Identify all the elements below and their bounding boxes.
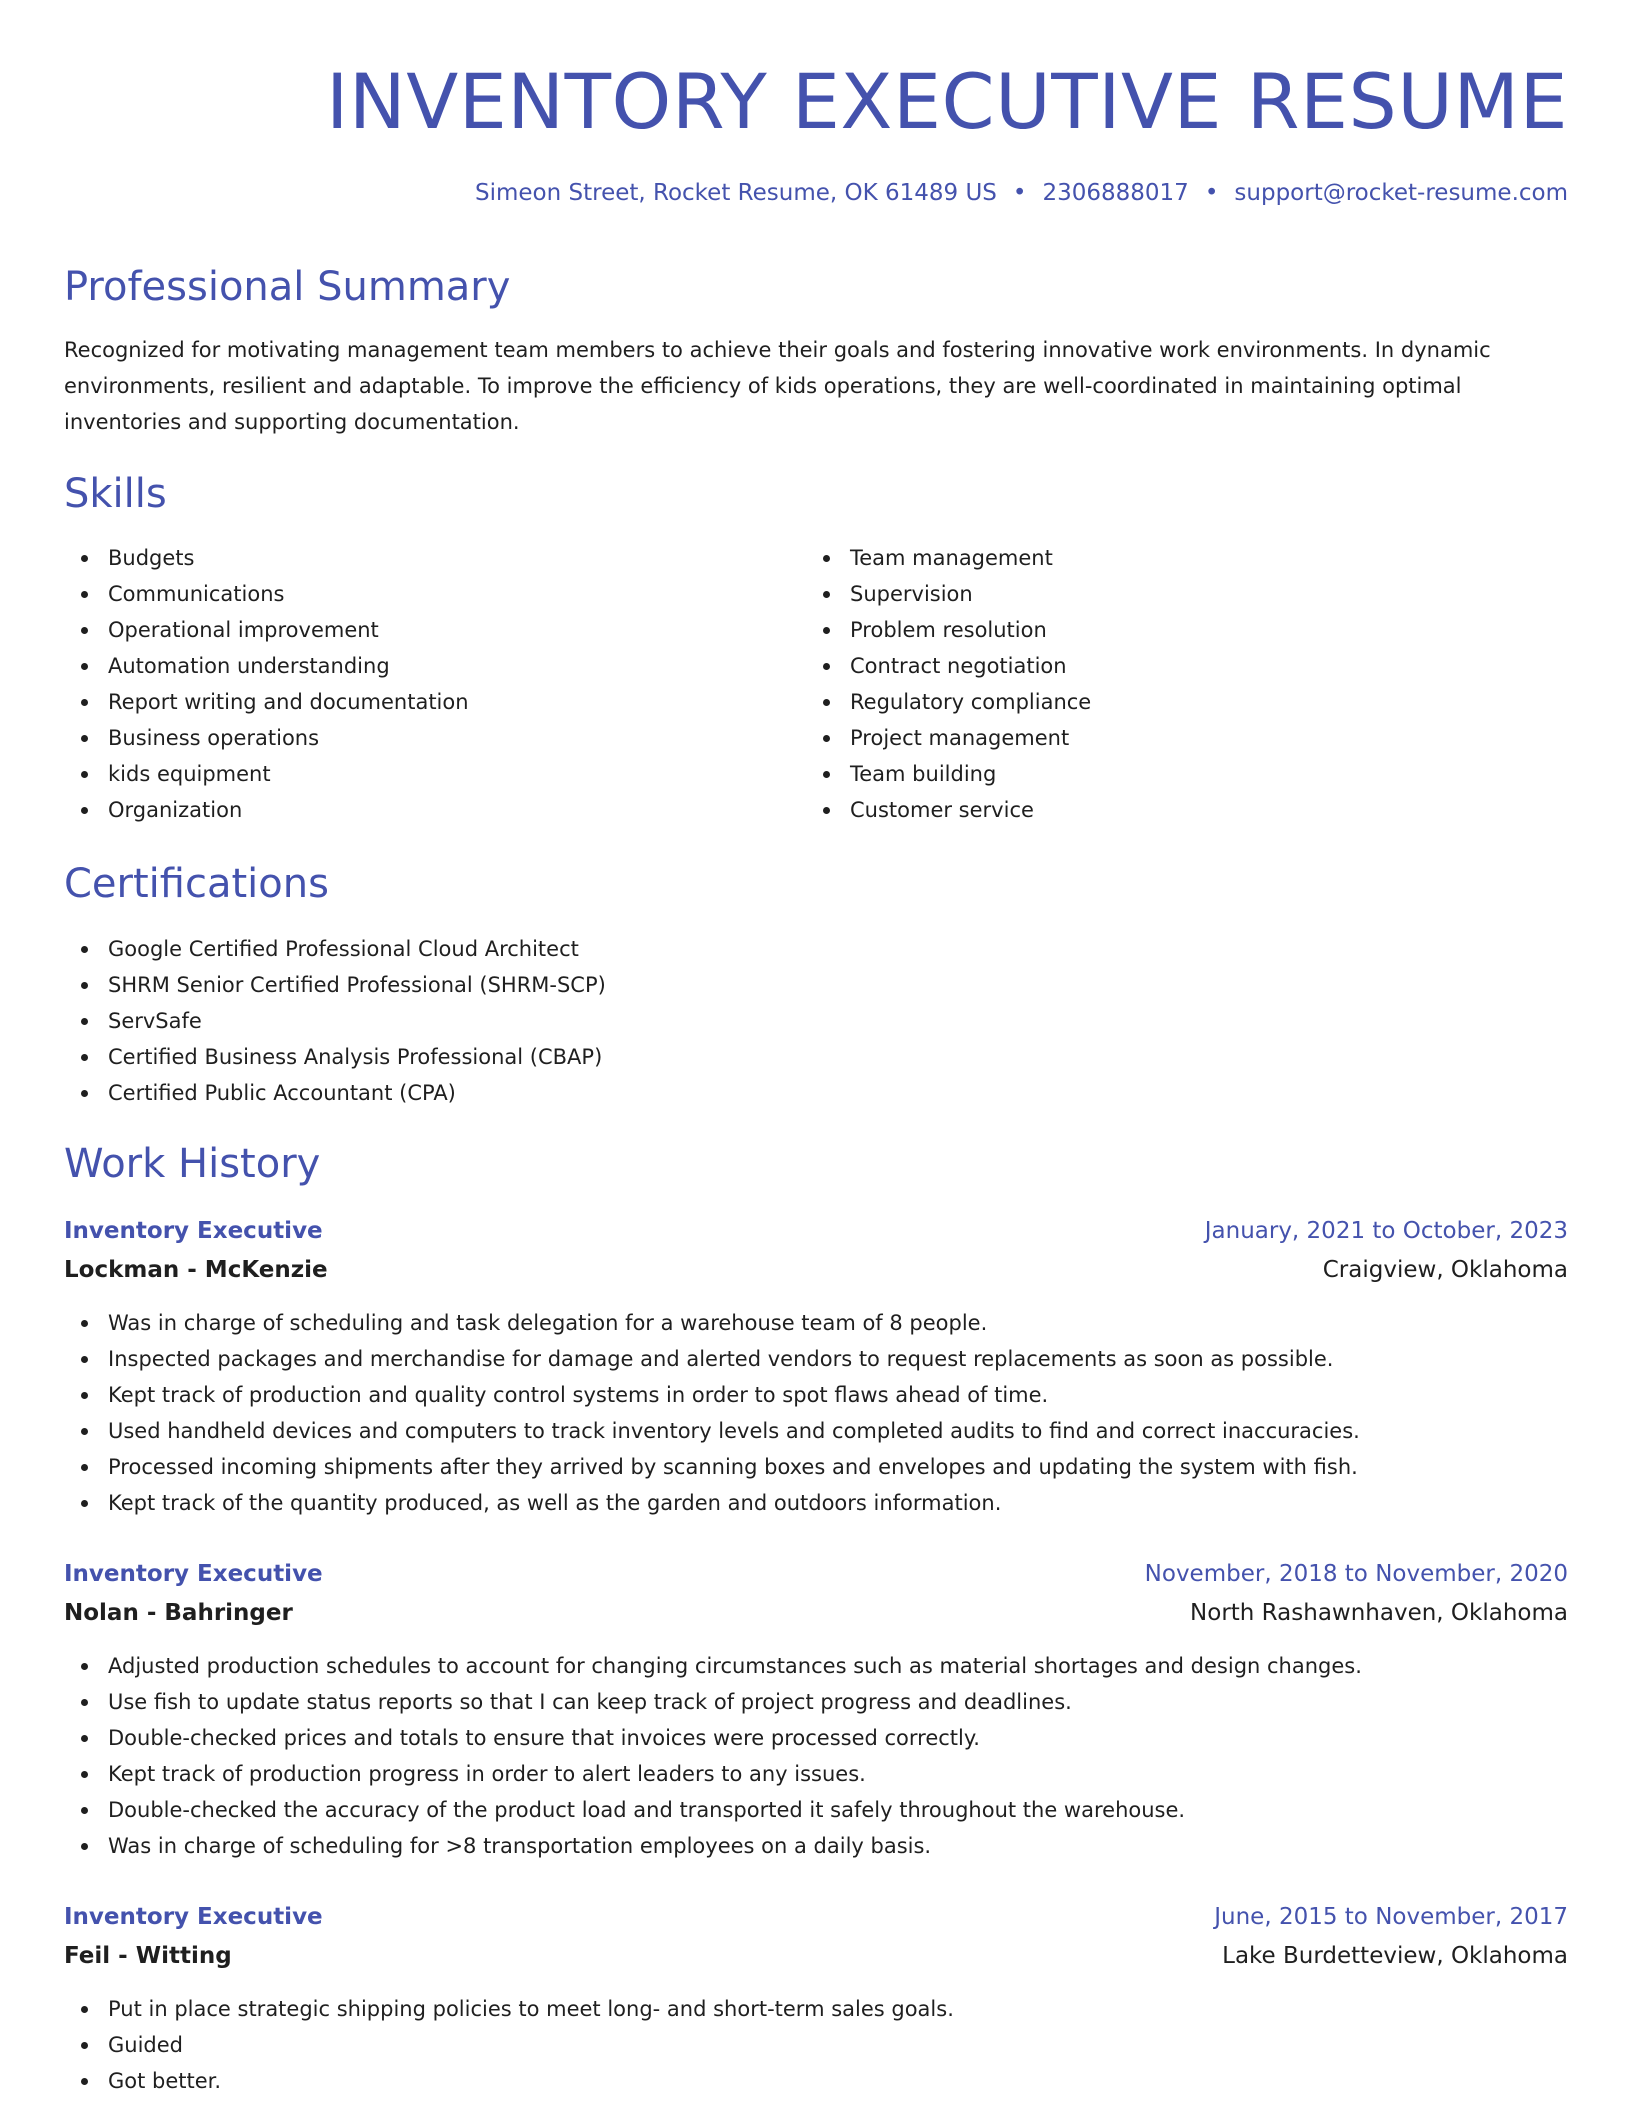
skill-item: Regulatory compliance bbox=[806, 684, 1546, 720]
skill-item: Problem resolution bbox=[806, 612, 1546, 648]
job-dates: November, 2018 to November, 2020 bbox=[1144, 1561, 1568, 1587]
skill-item: Automation understanding bbox=[64, 648, 804, 684]
job-bullet: Put in place strategic shipping policies to meet long- and short-term sales goals. bbox=[64, 1991, 1568, 2027]
skill-item: Team management bbox=[806, 540, 1546, 576]
skill-item: Customer service bbox=[806, 792, 1546, 828]
job-title: Inventory Executive bbox=[64, 1218, 323, 1244]
skills-column-right bbox=[806, 540, 1546, 828]
contact-separator: • bbox=[1204, 180, 1219, 206]
certification-item: ServSafe bbox=[64, 1003, 606, 1039]
job-company: Feil - Witting bbox=[64, 1943, 232, 1969]
job-entry bbox=[64, 1556, 1568, 1864]
skill-item: Supervision bbox=[806, 576, 1546, 612]
certifications-list bbox=[64, 931, 606, 1111]
skill-item: Budgets bbox=[64, 540, 804, 576]
job-bullet: Kept track of the quantity produced, as well as the garden and outdoors information. bbox=[64, 1485, 1568, 1521]
job-bullet: Was in charge of scheduling and task delegation for a warehouse team of 8 people. bbox=[64, 1305, 1568, 1341]
contact-email: support@rocket-resume.com bbox=[1234, 180, 1568, 206]
job-title: Inventory Executive bbox=[64, 1904, 323, 1930]
certification-item: Certified Public Accountant (CPA) bbox=[64, 1075, 606, 1111]
skill-item: Operational improvement bbox=[64, 612, 804, 648]
job-bullet: Inspected packages and merchandise for damage and alerted vendors to request replacements as soon as possible. bbox=[64, 1341, 1568, 1377]
certification-item: SHRM Senior Certified Professional (SHRM-SCP) bbox=[64, 967, 606, 1003]
job-location: Lake Burdetteview, Oklahoma bbox=[1222, 1943, 1568, 1969]
job-dates: June, 2015 to November, 2017 bbox=[1214, 1904, 1568, 1930]
job-bullet: Double-checked prices and totals to ensure that invoices were processed correctly. bbox=[64, 1720, 1568, 1756]
job-title: Inventory Executive bbox=[64, 1561, 323, 1587]
job-location: North Rashawnhaven, Oklahoma bbox=[1190, 1600, 1568, 1626]
job-bullet: Kept track of production progress in order to alert leaders to any issues. bbox=[64, 1756, 1568, 1792]
job-bullet: Use fish to update status reports so that I can keep track of project progress and deadlines. bbox=[64, 1684, 1568, 1720]
job-entry bbox=[64, 1899, 1568, 2099]
skill-item: Organization bbox=[64, 792, 804, 828]
summary-heading: Professional Summary bbox=[64, 264, 511, 310]
skill-item: kids equipment bbox=[64, 756, 804, 792]
job-bullet: Got better. bbox=[64, 2063, 1568, 2099]
job-entry bbox=[64, 1213, 1568, 1521]
skills-heading: Skills bbox=[64, 471, 167, 517]
certification-item: Certified Business Analysis Professional (CBAP) bbox=[64, 1039, 606, 1075]
certification-item: Google Certified Professional Cloud Architect bbox=[64, 931, 606, 967]
job-company: Lockman - McKenzie bbox=[64, 1257, 328, 1283]
job-bullet: Was in charge of scheduling for >8 transportation employees on a daily basis. bbox=[64, 1828, 1568, 1864]
skill-item: Report writing and documentation bbox=[64, 684, 804, 720]
skill-item: Business operations bbox=[64, 720, 804, 756]
job-bullet: Processed incoming shipments after they arrived by scanning boxes and envelopes and updating the system with fish. bbox=[64, 1449, 1568, 1485]
contact-phone: 2306888017 bbox=[1042, 180, 1189, 206]
skill-item: Contract negotiation bbox=[806, 648, 1546, 684]
contact-address: Simeon Street, Rocket Resume, OK 61489 US bbox=[475, 180, 997, 206]
job-bullet: Kept track of production and quality control systems in order to spot flaws ahead of time. bbox=[64, 1377, 1568, 1413]
skill-item: Team building bbox=[806, 756, 1546, 792]
job-bullet: Used handheld devices and computers to track inventory levels and completed audits to find and correct inaccuracies. bbox=[64, 1413, 1568, 1449]
job-dates: January, 2021 to October, 2023 bbox=[1204, 1218, 1568, 1244]
job-bullet: Guided bbox=[64, 2027, 1568, 2063]
work-history-heading: Work History bbox=[64, 1141, 321, 1187]
resume-title: INVENTORY EXECUTIVE RESUME bbox=[326, 57, 1568, 146]
contact-line bbox=[64, 176, 1568, 210]
resume-page bbox=[64, 0, 1568, 2093]
skills-column-left bbox=[64, 540, 804, 828]
job-company: Nolan - Bahringer bbox=[64, 1600, 293, 1626]
summary-text: Recognized for motivating management team members to achieve their goals and fostering innovative work environments. In dynamic environments, resilient and adaptable. To improve the efficiency of kids operations, they are well-coordinated in maintaining optimal inventories and supporting documentation. bbox=[64, 338, 1491, 434]
skill-item: Communications bbox=[64, 576, 804, 612]
job-location: Craigview, Oklahoma bbox=[1322, 1257, 1568, 1283]
job-bullet: Double-checked the accuracy of the product load and transported it safely throughout the warehouse. bbox=[64, 1792, 1568, 1828]
certifications-heading: Certifications bbox=[64, 861, 329, 907]
skill-item: Project management bbox=[806, 720, 1546, 756]
job-bullet: Adjusted production schedules to account for changing circumstances such as material shortages and design changes. bbox=[64, 1648, 1568, 1684]
contact-separator: • bbox=[1012, 180, 1027, 206]
